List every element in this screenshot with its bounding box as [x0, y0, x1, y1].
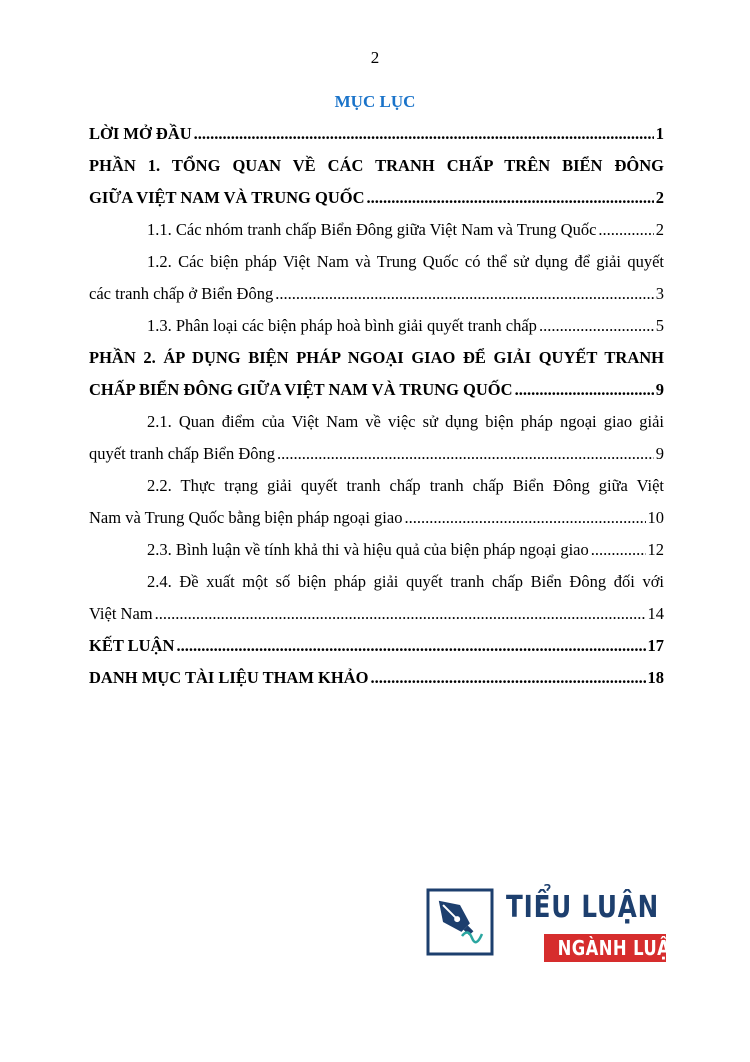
toc-entry-1-3[interactable] — [89, 310, 664, 342]
toc-entry-text: 2.1. Quan điểm của Việt Nam về việc sử dụng biện pháp ngoại giao giải — [147, 412, 664, 431]
toc-leader — [176, 630, 645, 662]
toc-entry-intro[interactable] — [89, 118, 664, 150]
toc-title: MỤC LỤC — [334, 92, 416, 111]
toc-leader — [155, 598, 646, 630]
logo-subtitle: NGÀNH LUẬT — [557, 936, 682, 960]
toc-leader — [515, 374, 654, 406]
toc-entry-2-2[interactable] — [89, 470, 664, 534]
toc-page-number: 1 — [655, 124, 664, 143]
toc-entry-1-2[interactable] — [89, 246, 664, 310]
toc-entry-references[interactable] — [89, 662, 664, 694]
toc-entry-text: GIỮA VIỆT NAM VÀ TRUNG QUỐC — [89, 188, 365, 207]
toc-leader — [194, 118, 654, 150]
toc-entry-text: 2.2. Thực trạng giải quyết tranh chấp tranh chấp Biển Đông giữa Việt — [147, 476, 664, 495]
page-number: 2 — [370, 48, 380, 67]
toc-entry-2-1[interactable] — [89, 406, 664, 470]
toc-entry-conclusion[interactable] — [89, 630, 664, 662]
logo-subtitle-badge — [544, 934, 682, 962]
toc-leader — [275, 278, 654, 310]
logo — [426, 888, 682, 968]
toc-entry-text: 1.2. Các biện pháp Việt Nam và Trung Quốc có thể sử dụng để giải quyết — [147, 252, 664, 271]
toc-page-number: 17 — [647, 636, 664, 655]
toc-leader — [370, 662, 645, 694]
toc-entry-text: 1.1. Các nhóm tranh chấp Biển Đông giữa Việt Nam và Trung Quốc — [147, 220, 597, 239]
toc-entry-text: DANH MỤC TÀI LIỆU THAM KHẢO — [89, 668, 369, 687]
toc-page-number: 14 — [647, 604, 664, 623]
toc-entry-part-1[interactable] — [89, 150, 664, 214]
toc-entry-2-3[interactable] — [89, 534, 664, 566]
toc-leader — [539, 310, 654, 342]
toc-entry-text: 2.4. Đề xuất một số biện pháp giải quyết tranh chấp Biển Đông đối với — [147, 572, 664, 591]
table-of-contents — [89, 118, 664, 694]
toc-page-number: 12 — [647, 540, 664, 559]
pen-nib-icon — [426, 888, 494, 956]
toc-entry-2-4[interactable] — [89, 566, 664, 630]
toc-leader — [404, 502, 645, 534]
toc-leader — [367, 182, 654, 214]
toc-entry-text: CHẤP BIỂN ĐÔNG GIỮA VIỆT NAM VÀ TRUNG QUỐC — [89, 380, 513, 399]
toc-entry-part-2[interactable] — [89, 342, 664, 406]
toc-page-number: 10 — [647, 508, 664, 527]
toc-page-number: 2 — [655, 188, 664, 207]
toc-entry-text: LỜI MỞ ĐẦU — [89, 124, 192, 143]
toc-leader — [277, 438, 654, 470]
toc-entry-text: Nam và Trung Quốc bằng biện pháp ngoại giao — [89, 508, 403, 527]
toc-page-number: 18 — [647, 668, 664, 687]
toc-entry-text: các tranh chấp ở Biển Đông — [89, 284, 274, 303]
toc-page-number: 3 — [655, 284, 664, 303]
toc-entry-1-1[interactable] — [89, 214, 664, 246]
toc-page-number: 9 — [655, 380, 664, 399]
toc-entry-text: Việt Nam — [89, 604, 153, 623]
toc-page-number: 2 — [655, 220, 664, 239]
toc-page-number: 5 — [655, 316, 664, 335]
toc-entry-text: KẾT LUẬN — [89, 636, 175, 655]
toc-entry-text: 1.3. Phân loại các biện pháp hoà bình giải quyết tranh chấp — [147, 316, 537, 335]
toc-entry-text: quyết tranh chấp Biển Đông — [89, 444, 276, 463]
logo-title: TIỂU LUẬN — [506, 890, 660, 925]
toc-entry-text: 2.3. Bình luận về tính khả thi và hiệu quả của biện pháp ngoại giao — [147, 540, 589, 559]
toc-leader — [598, 214, 653, 246]
toc-leader — [591, 534, 646, 566]
toc-entry-text: PHẦN 2. ÁP DỤNG BIỆN PHÁP NGOẠI GIAO ĐỂ GIẢI QUYẾT TRANH — [89, 348, 664, 367]
toc-entry-text: PHẦN 1. TỔNG QUAN VỀ CÁC TRANH CHẤP TRÊN BIỂN ĐÔNG — [89, 156, 664, 175]
toc-page-number: 9 — [655, 444, 664, 463]
